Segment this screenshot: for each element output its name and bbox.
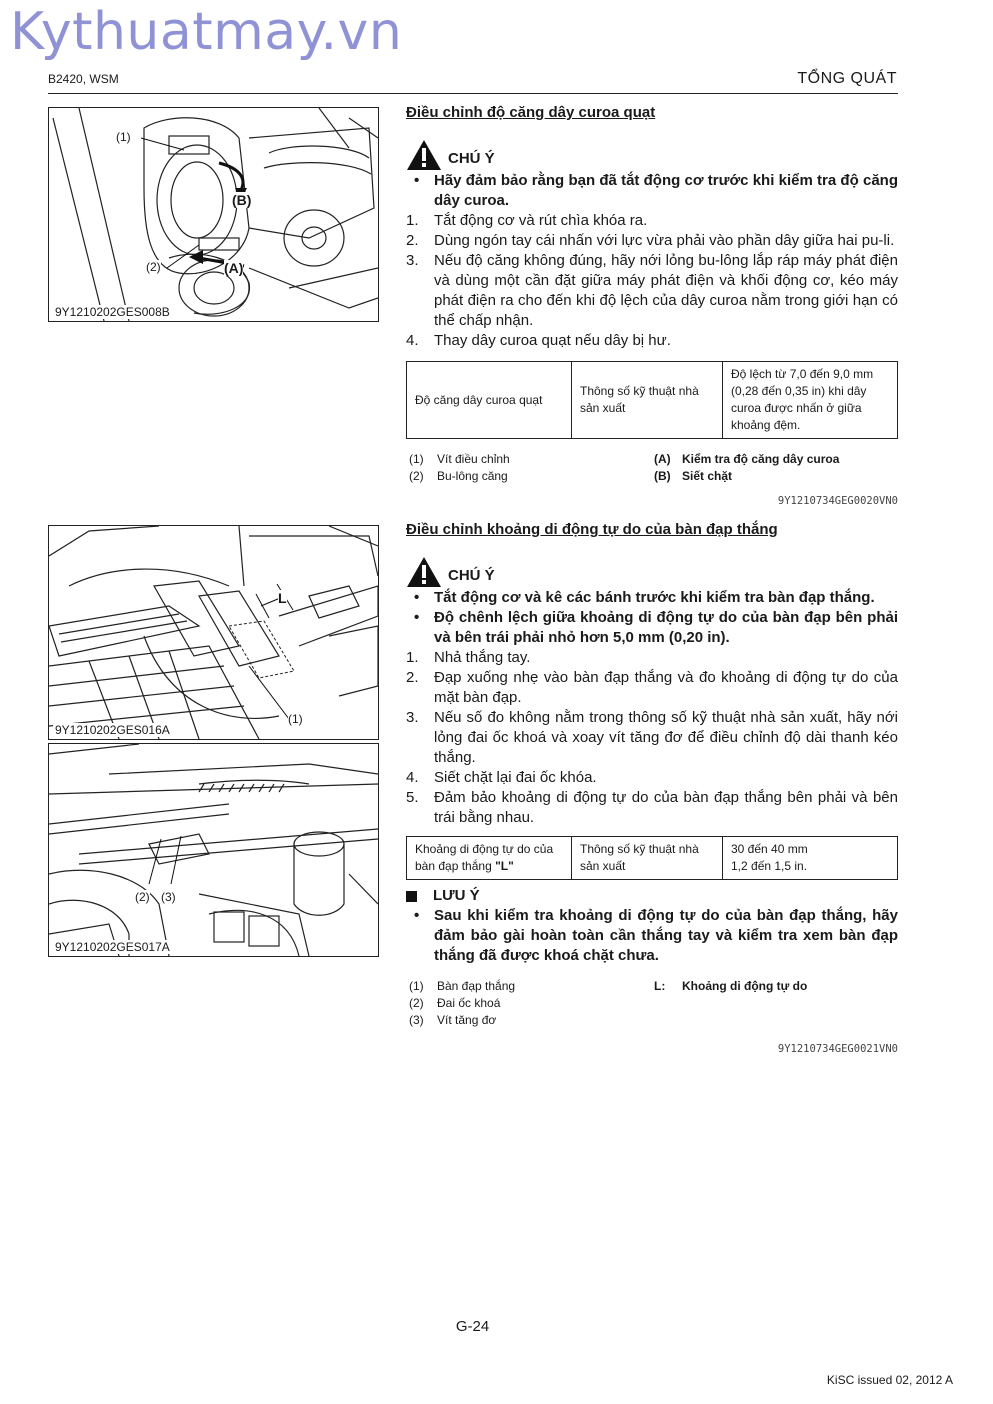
spec-type: Thông số kỹ thuật nhà sản xuất [572,362,723,439]
caution-header [406,139,898,171]
section-fan-belt [406,103,898,511]
section-brake-pedal [406,520,898,1059]
legend: (1) Vít điều chỉnh (A) Kiểm tra độ căng dây curoa (2) Bu-lông căng (B) Siết chặt [409,452,840,483]
callout-l: L [278,590,287,606]
spec-item: Độ căng dây curoa quạt [407,362,572,439]
callout-a: (A) [224,260,244,276]
caution-label: CHÚ Ý [448,150,495,167]
spec-type: Thông số kỹ thuật nhà sản xuất [572,837,723,880]
spec-table [406,361,898,439]
step: 1. Nhả thắng tay. [406,649,531,666]
caution-label: CHÚ Ý [448,567,495,584]
doc-code: 9Y1210734GEG0020VN0 [777,495,898,507]
note-square-icon [406,891,417,902]
note-bullet: • Sau khi kiểm tra khoảng di động tự do của bàn đạp thắng, hãy đảm bảo gài hoàn toàn cần thắng tay và kiểm tra xem bàn đạp thắng đã được khoá chặt chưa. [414,907,898,964]
callout-3: (3) [161,890,176,904]
figure-code: 9Y1210202GES017A [55,940,170,954]
spec-item: Khoảng di động tự do của bàn đạp thắng "L" [407,837,572,880]
callout-1: (1) [116,130,131,144]
step: 1. Tắt động cơ và rút chìa khóa ra. [406,212,648,229]
step: 2. Dùng ngón tay cái nhấn với lực vừa phải vào phần dây giữa hai pu-li. [406,232,895,249]
step: 3. Nếu độ căng không đúng, hãy nới lỏng bu-lông lắp ráp máy phát điện và dùng một cần đặt giữa máy phát điện và khối động cơ, kéo máy phát điện ra cho đến khi độ lệch của dây curoa nằm trong giới hạn có thể chấp nhận. [406,252,898,329]
section-title: Điều chỉnh khoảng di động tự do của bàn đạp thắng [406,521,778,538]
spec-table [406,836,898,880]
caution-header [406,556,898,588]
caution-bullet: • Độ chênh lệch giữa khoảng di động tự do của bàn đạp bên phải và bên trái phải nhỏ hơn 5,0 mm (0,20 in). [414,609,898,646]
figure-fan-belt [48,107,379,322]
spec-value: 30 đến 40 mm 1,2 đến 1,5 in. [723,837,898,880]
note-header [406,886,898,906]
header-rule [48,93,898,94]
figure-brake-pedal [48,525,379,740]
caution-bullet: • Tắt động cơ và kê các bánh trước khi kiểm tra bàn đạp thắng. [414,589,875,606]
warning-triangle-icon [406,139,442,171]
page-number: G-24 [455,1318,490,1335]
step: 5. Đảm bảo khoảng di động tự do của bàn đạp thắng bên phải và bên trái bằng nhau. [406,789,898,826]
header-chapter: TỔNG QUÁT [797,70,897,87]
callout-1: (1) [288,712,303,726]
caution-bullet: • Hãy đảm bảo rằng bạn đã tắt động cơ trước khi kiểm tra độ căng dây curoa. [414,172,898,209]
legend: (1) Bàn đạp thắng L: Khoảng di động tự do (2) Đai ốc khoá (3) Vít tăng đơ [409,979,808,1027]
figure-brake-rod [48,743,379,957]
step: 4. Thay dây curoa quạt nếu dây bị hư. [406,332,671,349]
issue-note: KiSC issued 02, 2012 A [826,1373,953,1387]
callout-2: (2) [135,890,150,904]
fan-belt-illustration [49,108,378,321]
warning-triangle-icon [406,556,442,588]
step: 3. Nếu số đo không nằm trong thông số kỹ thuật nhà sản xuất, hãy nới lỏng đai ốc khoá và xoay vít tăng đơ để điều chỉnh độ dài thanh kéo thắng. [406,709,898,766]
brake-rod-illustration [49,744,378,956]
figure-code: 9Y1210202GES016A [55,723,170,737]
figure-code: 9Y1210202GES008B [55,305,170,319]
doc-code: 9Y1210734GEG0021VN0 [777,1043,898,1055]
note-label: LƯU Ý [433,887,480,904]
brake-pedal-illustration [49,526,378,739]
callout-b: (B) [232,192,252,208]
step: 2. Đạp xuống nhẹ vào bàn đạp thắng và đo khoảng di động tự do của mặt bàn đạp. [406,669,898,706]
step: 4. Siết chặt lại đai ốc khóa. [406,769,597,786]
header-model: B2420, WSM [48,72,119,86]
spec-value: Độ lệch từ 7,0 đến 9,0 mm (0,28 đến 0,35 in) khi dây curoa được nhấn ở giữa khoảng đệm. [723,362,898,439]
callout-2: (2) [146,260,161,274]
watermark: Kythuatmay.vn [10,2,403,62]
section-title: Điều chỉnh độ căng dây curoa quạt [406,104,656,121]
